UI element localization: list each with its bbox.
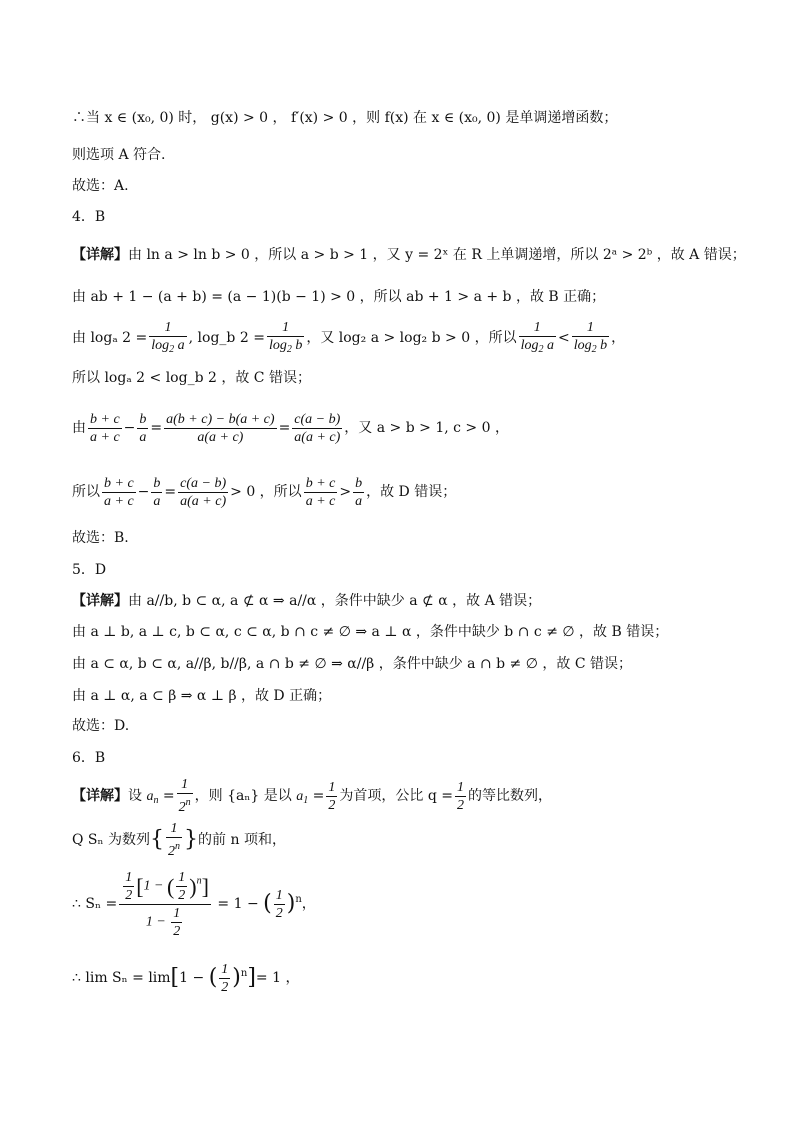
detail-label: 【详解】 [72,247,128,263]
answer-5: 5．D [72,562,107,578]
detail-4-line-1: 【详解】由 ln a > ln b > 0 ，所以 a > b > 1 ，又 y = 2ˣ 在 R 上单调递增，所以 2ᵃ > 2ᵇ ，故 A 错误； [72,247,746,263]
detail-6-line-2: Q Sₙ 为数列{ $\frac{1}{2^n}$ }的前 n 项和， [72,821,286,859]
detail-4-line-5: 由 $\frac{b + c}{a + c}$ − $\frac{b}{a}$ = $\frac{a(b + c) - b(a + c)}{a(a + c)}$ = $\frac{c(a - b)}{a(a + c)}$ ，又 a > b > 1, c > 0 ， [72,411,509,445]
detail-4-line-4: 所以 logₐ 2 < log_b 2 ，故 C 错误； [72,370,311,386]
line-choose-d: 故选：D. [72,718,130,734]
detail-4-line-3: 由 logₐ 2 = $\frac{1}{\log_2 a}$ , log_b 2 = $\frac{1}{\log_2 b}$ ，又 log₂ a > log₂ b > 0 ，所以 $\frac{1}{\log_2 a}$ < $\frac{1}{\log_2 b}$ ， [72,319,626,355]
line-1: ∴当 x ∈ (x₀, 0) 时， g(x) > 0 ， f′(x) > 0 ，则 f(x) 在 x ∈ (x₀, 0) 是单调递增函数； [72,110,618,126]
detail-5-line-4: 由 a ⊥ α, a ⊂ β ⇒ α ⊥ β ，故 D 正确； [72,688,332,704]
answer-4: 4．B [72,209,106,225]
detail-6-line-4: ∴ lim Sₙ = lim[1 − ( $\frac{1}{2}$ )$^n$]= 1 ， [72,961,300,995]
detail-5-line-1: 【详解】由 a//b, b ⊂ α, a ⊄ α ⇒ a//α ，条件中缺少 a ⊄ α ，故 A 错误； [72,593,542,609]
detail-5-line-3: 由 a ⊂ α, b ⊂ α, a//β, b//β, a ∩ b ≠ ∅ ⇒ α//β ，条件中缺少 a ∩ b ≠ ∅ ，故 C 错误； [72,656,632,672]
detail-6-line-1: 【详解】设 $a_n$ = $\frac{1}{2^n}$ ，则 {aₙ} 是以 $a_1$ = $\frac{1}{2}$ 为首项，公比 q = $\frac{1}{2}$ 的等比数列， [72,777,552,815]
detail-4-line-2: 由 ab + 1 − (a + b) = (a − 1)(b − 1) > 0 ，所以 ab + 1 > a + b ，故 B 正确； [72,289,606,305]
detail-5-line-2: 由 a ⊥ b, a ⊥ c, b ⊂ α, c ⊂ α, b ∩ c ≠ ∅ ⇒ a ⊥ α ，条件中缺少 b ∩ c ≠ ∅ ，故 B 错误； [72,624,669,640]
detail-6-line-3: ∴ Sₙ = $\frac{1}{2}$ [1 − ( $\frac{1}{2}$ )$^n$] 1 − $\frac{1}{2}$ = 1 − ( $\frac{1}{2}$ )$^n$， [72,869,316,939]
line-2: 则选项 A 符合. [72,147,166,163]
detail-4-line-6: 所以 $\frac{b + c}{a + c}$ − $\frac{b}{a}$ = $\frac{c(a - b)}{a(a + c)}$ > 0 ，所以 $\frac{b + c}{a + c}$ > $\frac{b}{a}$ ，故 D 错误； [72,475,457,509]
line-choose-b: 故选：B. [72,530,129,546]
line-3: 故选：A. [72,178,129,194]
answer-6: 6．B [72,750,106,766]
